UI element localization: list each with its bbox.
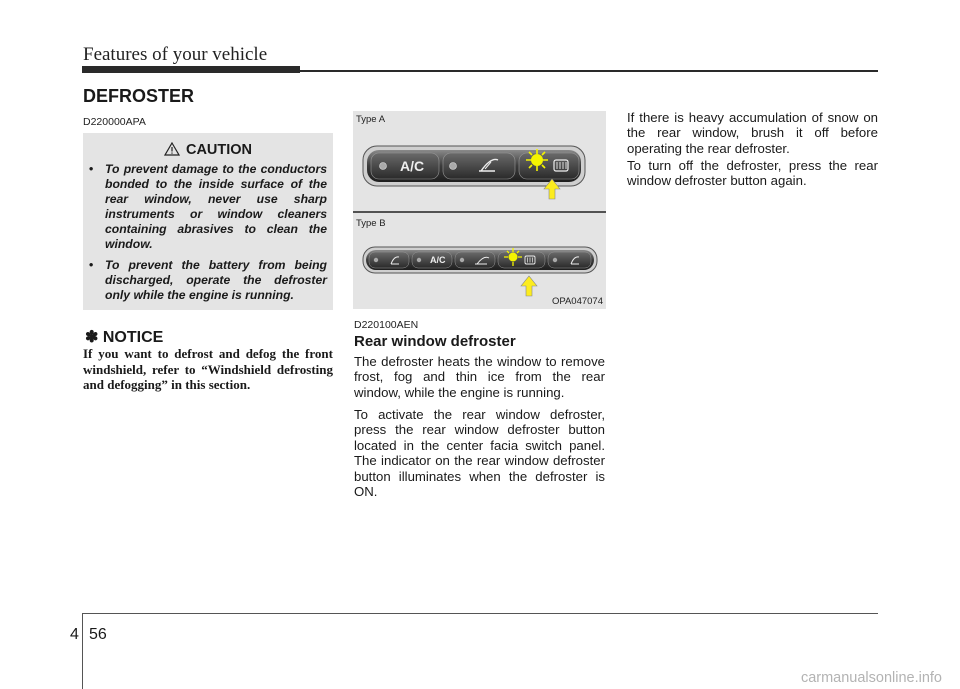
type-a-label: Type A [356,114,386,125]
header-accent-bar [82,66,300,73]
footer-divider [82,614,83,689]
ac-button-label: A/C [430,255,446,265]
type-b-panel [363,247,597,296]
indicator-glow-icon [526,149,548,171]
caution-list [89,162,327,309]
caution-heading [83,142,333,158]
chapter-number: 4 [70,626,79,643]
caution-item-text: To prevent the battery from being discharged, operate the defroster only while the engine is running. [105,258,327,302]
rear-defroster-paragraph: To activate the rear window defroster, press the rear window defroster button located in the center facia switch panel. The indicator on the rear window defroster button illuminates when the defroster is ON. [354,407,605,500]
caution-item: • To prevent damage to the conductors bonded to the inside surface of the rear window, never use sharp instruments or window cleaners containing abrasives to clean the window. [89,162,327,251]
type-b-label: Type B [356,218,386,229]
caution-item: • To prevent the battery from being discharged, operate the defroster only while the engine is running. [89,258,327,302]
type-a-panel [363,146,585,199]
switch-panel-illustration [353,111,606,309]
right-column-paragraph: If there is heavy accumulation of snow on the rear window, brush it off before operating the rear defroster. [627,110,878,156]
ac-button-label: A/C [400,158,425,174]
page-number: 56 [89,626,107,643]
notice-heading: ✽ NOTICE [85,329,164,346]
footer-rule [82,613,878,614]
page-header-title: Features of your vehicle [83,44,268,65]
notice-body: If you want to defrost and defog the front windshield, refer to “Windshield defrosting and defogging” in this section. [83,346,333,392]
section-code: D220000APA [83,116,146,128]
switch-panel-figure [353,111,606,309]
section-title: DEFROSTER [83,86,195,106]
rear-defroster-code: D220100AEN [354,319,419,331]
warning-triangle-icon [164,142,180,156]
pointer-arrow-icon [521,276,537,296]
right-column-paragraph: To turn off the defroster, press the rear window defroster button again. [627,158,878,189]
rear-defroster-paragraph: The defroster heats the window to remove frost, fog and thin ice from the rear window, while the engine is running. [354,354,605,400]
watermark-text: carmanualsonline.info [800,670,942,686]
caution-box [83,133,333,310]
caution-item-text: To prevent damage to the conductors bonded to the inside surface of the rear window, never use sharp instruments or window cleaners containing abrasives to clean the window. [105,162,327,251]
figure-code: OPA047074 [551,296,603,307]
caution-heading-text: CAUTION [185,142,253,158]
rear-defroster-title: Rear window defroster [354,333,516,350]
